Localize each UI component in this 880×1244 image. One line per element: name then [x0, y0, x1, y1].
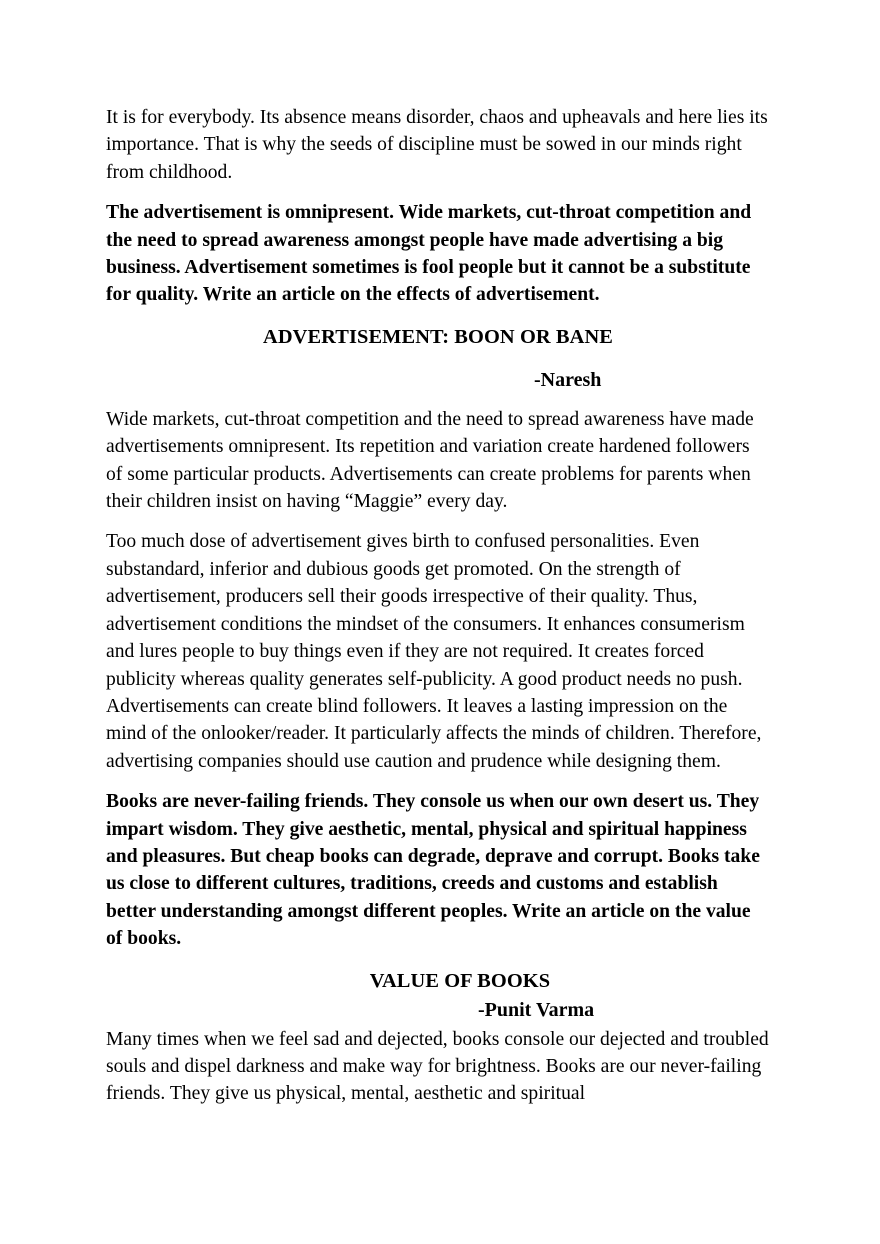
books-paragraph-1: Many times when we feel sad and dejected, books console our dejected and troubled souls and dispel darkness and make way for brightness. Books are our never-failing friends. They give us physical, mental, aesthetic and spiritual: [106, 1028, 769, 1105]
advertisement-byline: -Naresh: [534, 368, 602, 391]
intro-paragraph: It is for everybody. Its absence means disorder, chaos and upheavals and here lies its importance. That is why the seeds of discipline must be sowed in our minds right from childhood.: [106, 107, 768, 183]
books-byline: -Punit Varma: [478, 998, 595, 1021]
books-article-heading: VALUE OF BOOKS: [369, 969, 551, 992]
advertisement-article-heading: ADVERTISEMENT: BOON OR BANE: [263, 325, 613, 348]
text-column: [106, 104, 770, 1121]
advertisement-paragraph-1: Wide markets, cut-throat competition and the need to spread awareness have made advertisements omnipresent. Its repetition and variation create hardened followers of some particular products. Advertisements can create problems for parents when their children insist on having “Maggie” every day.: [106, 408, 754, 513]
advertisement-prompt-paragraph: The advertisement is omnipresent. Wide markets, cut-throat competition and the need to spread awareness amongst people have made advertising a big business. Advertisement sometimes is fool people but it cannot be a substitute for quality. Write an article on the effects of advertisement.: [106, 202, 752, 306]
advertisement-paragraph-2: Too much dose of advertisement gives birth to confused personalities. Even substandard, inferior and dubious goods get promoted. On the strength of advertisement, producers sell their goods irrespective of their quality. Thus, advertisement conditions the mindset of the consumers. It enhances consumerism and lures people to buy things even if they are not required. It creates forced publicity whereas quality generates self-publicity. A good product needs no push. Advertisements can create blind followers. It leaves a lasting impression on the mind of the onlooker/reader. It particularly affects the minds of children. Therefore, advertising companies should use caution and prudence while designing them.: [106, 531, 762, 772]
books-prompt-paragraph: Books are never-failing friends. They console us when our own desert us. They impart wisdom. They give aesthetic, mental, physical and spiritual happiness and pleasures. But cheap books can degrade, deprave and corrupt. Books take us close to different cultures, traditions, creeds and customs and establish better understanding amongst different peoples. Write an article on the value of books.: [106, 791, 760, 950]
